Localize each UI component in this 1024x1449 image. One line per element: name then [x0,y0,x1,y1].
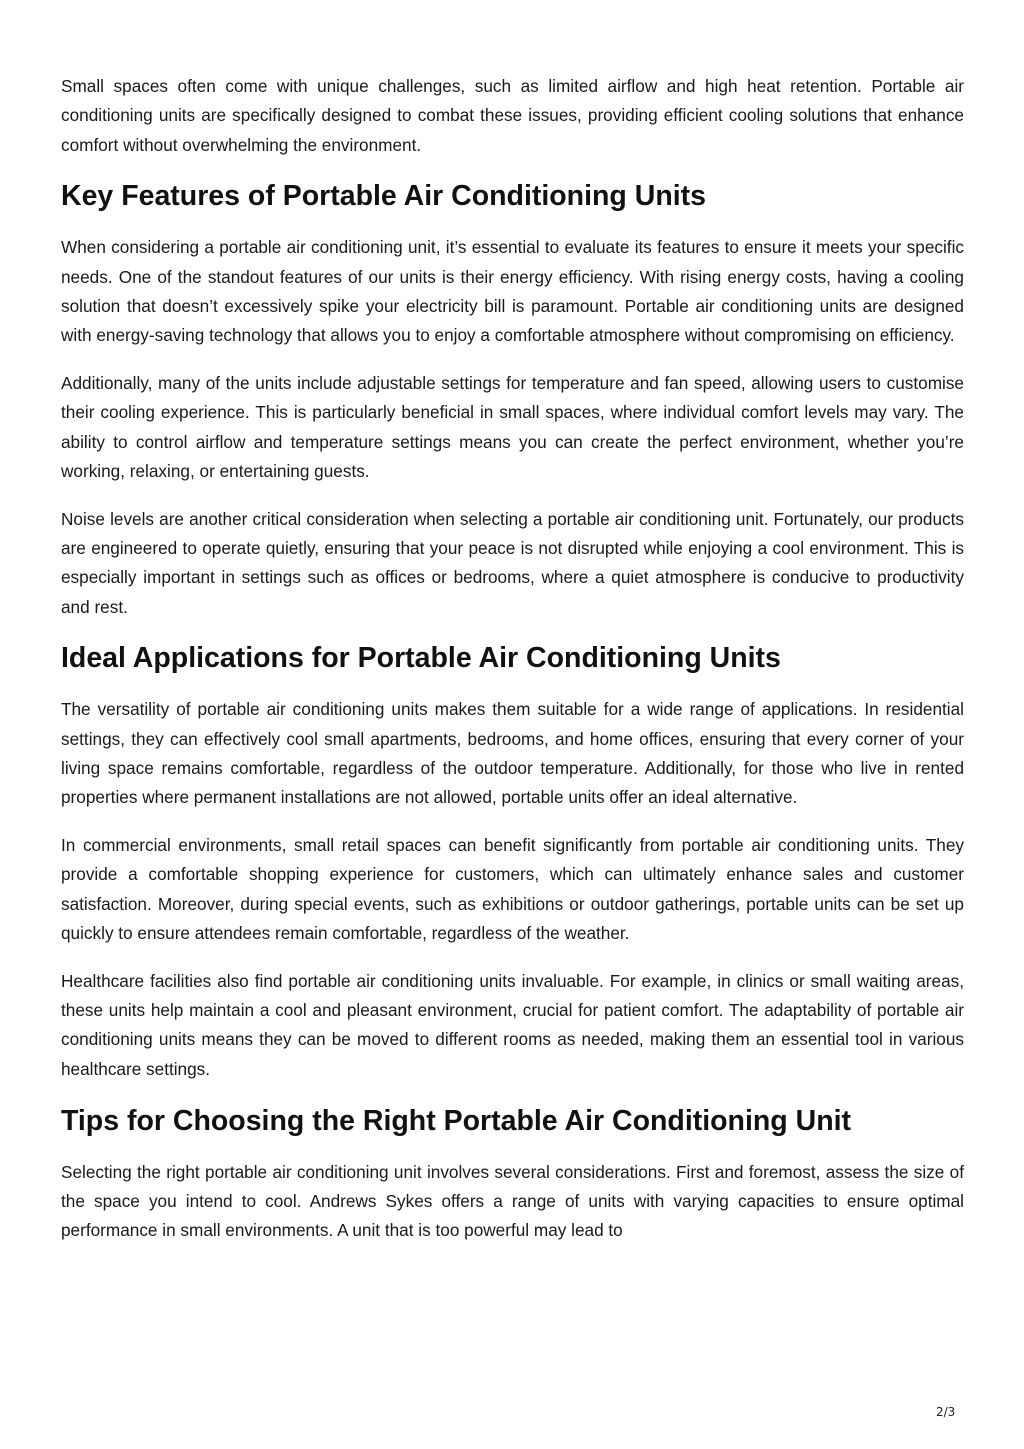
page-number: 2/3 [936,1405,956,1419]
intro-paragraph: Small spaces often come with unique challenges, such as limited airflow and high heat retention. Portable air conditioning units are specifically designed to combat these issues, providing efficient cooling solutions that enhance comfort without overwhelming the environment. [61,76,964,155]
paragraph: Selecting the right portable air conditioning unit involves several considerations. First and foremost, assess the size of the space you intend to cool. Andrews Sykes offers a range of units with varying capacities to ensure optimal performance in small environments. A unit that is too powerful may lead to [61,1161,964,1241]
paragraph: In commercial environments, small retail spaces can benefit significantly from portable air conditioning units. They provide a comfortable shopping experience for customers, which can ultimately enhance sales and customer satisfaction. Moreover, during special events, such as exhibitions or outdoor gatherings, portable units can be set up quickly to ensure attendees remain comfortable, regardless of the weather. [61,835,964,944]
document-page [61,72,964,1264]
paragraph: When considering a portable air conditioning unit, it’s essential to evaluate its features to ensure it meets your specific needs. One of the standout features of our units is their energy efficiency. With rising energy costs, having a cooling solution that doesn’t excessively spike your electricity bill is paramount. Portable air conditioning units are designed with energy-saving technology that allows you to enjoy a comfortable atmosphere without compromising on efficiency. [61,237,964,346]
paragraph: The versatility of portable air conditioning units makes them suitable for a wide range of applications. In residential settings, they can effectively cool small apartments, bedrooms, and home offices, ensuring that every corner of your living space remains comfortable, regardless of the outdoor temperature. Additionally, for those who live in rented properties where permanent installations are not allowed, portable units offer an ideal alternative. [61,699,964,808]
heading-key-features: Key Features of Portable Air Conditioning Units [61,180,706,213]
heading-tips-choosing: Tips for Choosing the Right Portable Air Conditioning Unit [61,1104,852,1137]
heading-ideal-applications: Ideal Applications for Portable Air Conditioning Units [61,642,781,675]
paragraph: Healthcare facilities also find portable air conditioning units invaluable. For example, in clinics or small waiting areas, these units help maintain a cool and pleasant environment, crucial for patient comfort. The adaptability of portable air conditioning units means they can be moved to different rooms as needed, making them an essential tool in various healthcare settings. [61,970,964,1079]
paragraph: Additionally, many of the units include adjustable settings for temperature and fan speed, allowing users to customise their cooling experience. This is particularly beneficial in small spaces, where individual comfort levels may vary. The ability to control airflow and temperature settings means you can create the perfect environment, whether you’re working, relaxing, or entertaining guests. [61,373,964,481]
paragraph: Noise levels are another critical consideration when selecting a portable air conditioning unit. Fortunately, our products are engineered to operate quietly, ensuring that your peace is not disrupted while enjoying a cool environment. This is especially important in settings such as offices or bedrooms, where a quiet atmosphere is conducive to productivity and rest. [61,508,964,617]
